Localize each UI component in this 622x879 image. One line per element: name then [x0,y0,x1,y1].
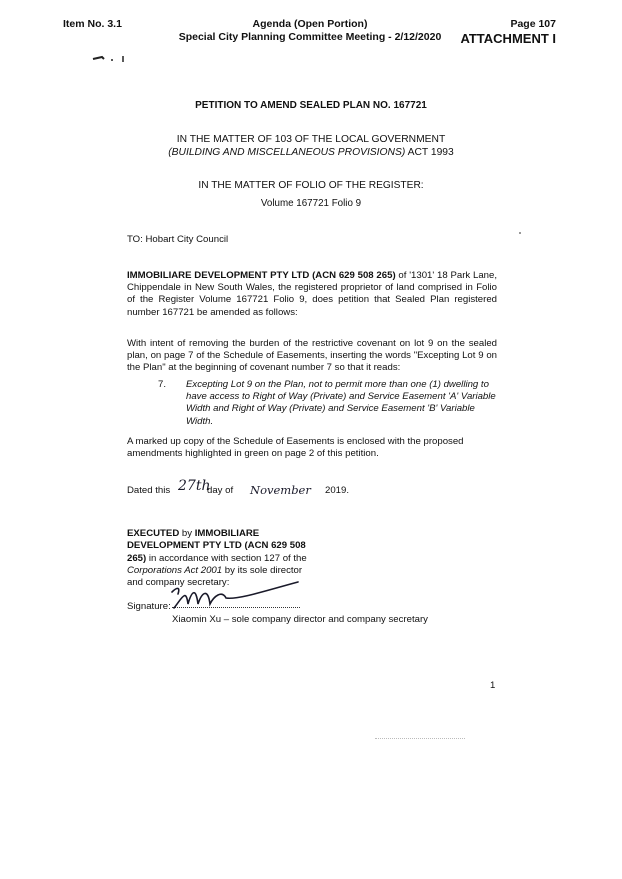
execution-clause: EXECUTED by IMMOBILIARE DEVELOPMENT PTY LTD (ACN 629 508 265) in accordance with section 127 of the Corporations Act 2001 by its sole director and company secretary: [127,528,307,589]
agenda-title [170,18,450,44]
dated-label: Dated this [127,485,171,496]
scan-mark [92,54,126,64]
scan-speck [519,232,521,234]
addressee: TO: Hobart City Council [127,234,229,245]
petition-paragraph: IMMOBILIARE DEVELOPMENT PTY LTD (ACN 629 508 265) of '1301' 18 Park Lane, Chippendale in New South Wales, the registered proprietor of land comprised in Folio of the Register Volume 167721 Folio 9, does petition that Sealed Plan registered number 167721 be amended as follows: [127,270,497,318]
handwritten-day: 27th [178,478,211,494]
signature-scribble [168,578,308,614]
matter-statement-2: IN THE MATTER OF FOLIO OF THE REGISTER: [198,180,424,191]
scan-artifact-line [375,738,465,739]
document-title: PETITION TO AMEND SEALED PLAN NO. 167721 [195,100,427,111]
volume-folio: Volume 167721 Folio 9 [260,198,362,209]
covenant-number: 7. [158,379,167,390]
signatory-name: Xiaomin Xu – sole company director and company secretary [172,614,428,625]
item-number: Item No. 3.1 [63,18,122,30]
attachment-label: ATTACHMENT I [460,31,556,46]
agenda-line-2: Special City Planning Committee Meeting - 2/12/2020 [178,31,442,43]
intent-paragraph: With intent of removing the burden of the restrictive covenant on lot 9 on the sealed plan, on page 7 of the Schedule of Easements, inserting the words "Excepting Lot 9 on the Plan" at the beginning of covenant number 7 so that it reads: [127,338,497,374]
page-number-header: Page 107 [510,18,556,30]
day-of-label: day of [207,485,234,496]
handwritten-month: November [250,483,311,497]
agenda-line-1: Agenda (Open Portion) [252,18,368,30]
matter-statement-1: IN THE MATTER OF 103 OF THE LOCAL GOVERNMENT (BUILDING AND MISCELLANEOUS PROVISIONS) ACT 1993 [168,134,454,158]
covenant-text: Excepting Lot 9 on the Plan, not to permit more than one (1) dwelling to have access to Right of Way (Private) and Service Easement 'A' Variable Width and Right of Way (Private) and Service Easement 'B' Variable Width. [186,379,496,427]
enclosure-paragraph: A marked up copy of the Schedule of Easements is enclosed with the proposed amendments highlighted in green on page 2 of this petition. [127,436,464,460]
dated-year: 2019. [325,485,350,496]
page-number-footer: 1 [490,680,496,691]
signature-label: Signature: [127,601,171,612]
page-info [460,18,556,45]
